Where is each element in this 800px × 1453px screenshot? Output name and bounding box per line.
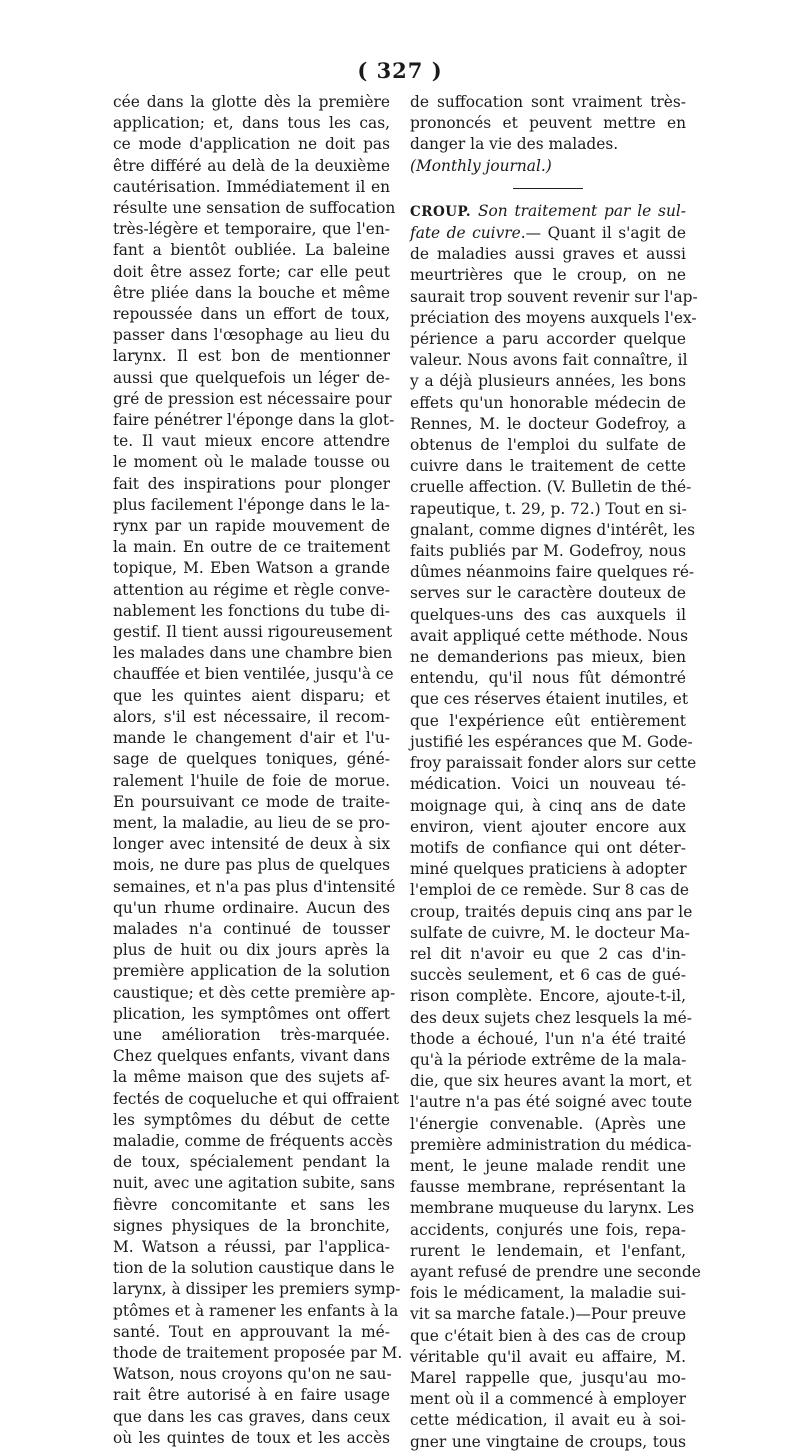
text-line: de toux, spécialement pendant la [113, 1153, 390, 1172]
previous-article-end [410, 92, 686, 156]
text-line: saurait trop souvent revenir sur l'ap- [410, 287, 698, 306]
text-line: rurent le lendemain, et l'enfant, [410, 1241, 686, 1260]
text-line: que ces réserves étaient inutiles, et [410, 690, 689, 709]
text-line: une amélioration très-marquée. [113, 1025, 390, 1044]
text-line: malades n'a continué de tousser [113, 919, 390, 938]
text-line: gnalant, comme dignes d'intérêt, les [410, 520, 696, 539]
text-line: ne demanderions pas mieux, bien [410, 648, 686, 667]
text-line: ment, le jeune malade rendit une [410, 1156, 686, 1175]
text-line: membrane muqueuse du larynx. Les [410, 1199, 695, 1218]
text-line: entendu, qu'il nous fût démontré [410, 669, 686, 688]
text-line: plication, les symptômes ont offert [113, 1004, 390, 1023]
text-line: larynx. Il est bon de mentionner [113, 347, 390, 366]
text-line: tion de la solution caustique dans le [113, 1259, 395, 1278]
text-line: gré de pression est nécessaire pour [113, 389, 392, 408]
text-line: alors, s'il est nécessaire, il recom- [113, 707, 390, 726]
text-line: rapeutique, t. 29, p. 72.) Tout en si- [410, 499, 687, 518]
text-line: médication. Voici un nouveau té- [410, 775, 686, 794]
text-line: obtenus de l'emploi du sulfate de [410, 436, 686, 455]
text-line: faits publiés par M. Godefroy, nous [410, 542, 686, 561]
text-line: Watson, nous croyons qu'on ne sau- [113, 1365, 392, 1384]
text-line: succès seulement, et 6 cas de gué- [410, 966, 686, 985]
text-line: semaines, et n'a pas plus d'intensité [113, 877, 396, 896]
text-line: cuivre dans le traitement de cette [410, 457, 686, 476]
text-line: faire pénétrer l'éponge dans la glot- [113, 411, 395, 430]
text-line: rel dit n'avoir eu que 2 cas d'in- [410, 944, 686, 963]
right-column [410, 92, 701, 1453]
section-subtitle-part2: fate de cuivre. [410, 224, 526, 243]
text-line: véritable qu'il avait eu affaire, M. [410, 1347, 686, 1366]
text-line: effets qu'un honorable médecin de [410, 393, 686, 412]
text-line: justifié les espérances que M. Gode- [410, 732, 693, 751]
text-line: ayant refusé de prendre une seconde [410, 1262, 701, 1281]
text-line: ce mode d'application ne doit pas [113, 135, 390, 154]
section-heading: CROUP. [410, 203, 472, 220]
text-line: périence a paru accorder quelque [410, 330, 686, 349]
text-line: ment où il a commencé à employer [410, 1390, 686, 1409]
text-line: plus de huit ou dix jours après la [113, 941, 390, 960]
text-line: signes physiques de la bronchite, [113, 1216, 390, 1235]
text-line: caustique; et dès cette première ap- [113, 983, 396, 1002]
text-line: environ, vient ajouter encore aux [410, 817, 686, 836]
citation-line [410, 156, 686, 177]
text-line: qu'à la période extrême de la mala- [410, 1050, 687, 1069]
text-line: maladie, comme de fréquents accès [113, 1131, 393, 1150]
text-line: que dans les cas graves, dans ceux [113, 1407, 390, 1426]
text-line: larynx, à dissiper les premiers symp- [113, 1280, 401, 1299]
text-line: très-légère et temporaire, que l'en- [113, 220, 390, 239]
text-line: froy paraissait fonder alors sur cette [410, 754, 697, 773]
text-line: rison complète. Encore, ajoute-t-il, [410, 987, 686, 1006]
text-line: doit être assez forte; car elle peut [113, 262, 390, 281]
text-line: première administration du médica- [410, 1135, 692, 1154]
text-line: cette médication, il avait eu à soi- [410, 1411, 686, 1430]
text-line: cée dans la glotte dès la première [113, 93, 390, 111]
text-line: miné quelques praticiens à adopter [410, 860, 687, 879]
text-line: fait des inspirations pour plonger [113, 474, 390, 493]
text-line: ment, la maladie, au lieu de se pro- [113, 813, 390, 832]
text-line: fausse membrane, représentant la [410, 1178, 686, 1197]
text-line: le moment où le malade tousse ou [113, 453, 390, 472]
text-line: fectés de coqueluche et qui offraient [113, 1089, 400, 1108]
text-line: les malades dans une chambre bien [113, 644, 393, 663]
text-line: croup, traités depuis cinq ans par le [410, 902, 693, 921]
text-line: aussi que quelquefois un léger de- [113, 368, 390, 387]
text-line: être pliée dans la bouche et même [113, 283, 390, 302]
text-line: santé. Tout en approuvant la mé- [113, 1322, 390, 1341]
text-line: prononcés et peuvent mettre en [410, 114, 686, 133]
text-line: topique, M. Eben Watson a grande [113, 559, 390, 578]
text-line: être différé au delà de la deuxième [113, 156, 390, 175]
text-line: nuit, avec une agitation subite, sans [113, 1174, 396, 1193]
text-line: danger la vie des malades. [410, 135, 619, 154]
text-line: gestif. Il tient aussi rigoureusement [113, 623, 393, 642]
text-line: la main. En outre de ce traitement [113, 538, 390, 557]
text-line: nablement les fonctions du tube di- [113, 601, 390, 620]
text-line: fois le médicament, la maladie sui- [410, 1284, 686, 1303]
text-line: moignage qui, à cinq ans de date [410, 796, 686, 815]
section-divider [513, 188, 583, 189]
text-line: Chez quelques enfants, vivant dans [113, 1047, 390, 1066]
text-line: l'énergie convenable. (Après une [410, 1114, 686, 1133]
page-number: ( 327 ) [357, 58, 443, 83]
text-line: que c'était bien à des cas de croup [410, 1326, 686, 1345]
text-line: quelques-uns des cas auxquels il [410, 605, 686, 624]
text-line: sage de quelques toniques, géné- [113, 750, 390, 769]
citation: (Monthly journal.) [410, 156, 552, 175]
text-line: cautérisation. Immédiatement il en [113, 177, 390, 196]
text-line: que les quintes aient disparu; et [113, 686, 390, 705]
text-line: avait appliqué cette méthode. Nous [410, 626, 688, 645]
text-line: ralement l'huile de foie de morue. [113, 771, 390, 790]
section-subtitle-part1: Son traitement par le sul- [477, 201, 686, 220]
section-body [410, 244, 701, 1453]
section-heading-line [410, 201, 686, 223]
text-line: ptômes et à ramener les enfants à la [113, 1301, 399, 1320]
text-line: préciation des moyens auxquels l'ex- [410, 308, 697, 327]
text-line: repoussée dans un effort de toux, [113, 305, 390, 324]
text-line: dûmes néanmoins faire quelques ré- [410, 563, 695, 582]
text-line: Marel rappelle que, jusqu'au mo- [410, 1368, 686, 1387]
text-line: En poursuivant ce mode de traite- [113, 792, 390, 811]
text-line: sulfate de cuivre, M. le docteur Ma- [410, 923, 690, 942]
text-line: chauffée et bien ventilée, jusqu'à ce [113, 665, 394, 684]
text-line: de maladies aussi graves et aussi [410, 245, 686, 264]
text-line: thode de traitement proposée par M. [113, 1343, 403, 1362]
text-line: M. Watson a réussi, par l'applica- [113, 1237, 390, 1256]
text-line: attention au régime et règle conve- [113, 580, 390, 599]
text-line: la même maison que des sujets af- [113, 1068, 390, 1087]
text-line: première application de la solution [113, 962, 390, 981]
text-line: mois, ne dure pas plus de quelques [113, 856, 390, 875]
text-line: die, que six heures avant la mort, et [410, 1072, 692, 1091]
text-line: fièvre concomitante et sans les [113, 1195, 390, 1214]
text-line: valeur. Nous avons fait connaître, il [410, 351, 688, 370]
text-line: serves sur le caractère douteux de [410, 584, 686, 603]
text-line: mande le changement d'air et l'u- [113, 729, 390, 748]
text-line: où les quintes de toux et les accès [113, 1428, 390, 1447]
text-line: te. Il vaut mieux encore attendre [113, 432, 390, 451]
text-line: application; et, dans tous les cas, [113, 114, 390, 133]
text-line: longer avec intensité de deux à six [113, 835, 390, 854]
text-line: vit sa marche fatale.)—Pour preuve [410, 1305, 687, 1324]
text-line: rait être autorisé à en faire usage [113, 1386, 390, 1405]
text-line: de suffocation sont vraiment très- [410, 93, 686, 111]
section-subtitle-line [410, 223, 686, 244]
text-line: Rennes, M. le docteur Godefroy, a [410, 414, 686, 433]
text-line: cruelle affection. (V. Bulletin de thé- [410, 478, 692, 497]
text-line: l'autre n'a pas été soigné avec toute [410, 1093, 693, 1112]
text-line: les symptômes du début de cette [113, 1110, 390, 1129]
text-line: que l'expérience eût entièrement [410, 711, 686, 730]
text-line: plus facilement l'éponge dans le la- [113, 495, 390, 514]
text-line: résulte une sensation de suffocation [113, 199, 396, 218]
text-line: motifs de confiance qui ont déter- [410, 838, 686, 857]
text-line: y a déjà plusieurs années, les bons [410, 372, 686, 391]
text-line: thode a échoué, l'un n'a été traité [410, 1029, 686, 1048]
text-line: l'emploi de ce remède. Sur 8 cas de [410, 881, 690, 900]
text-line: gner une vingtaine de croups, tous [410, 1432, 686, 1451]
text-line: accidents, conjurés une fois, repa- [410, 1220, 686, 1239]
text-line: fant a bientôt oubliée. La baleine [113, 241, 390, 260]
text-line: meurtrières que le croup, on ne [410, 266, 686, 285]
text-line: qu'un rhume ordinaire. Aucun des [113, 898, 390, 917]
text-line: passer dans l'œsophage au lieu du [113, 326, 390, 345]
section-first-line: — Quant il s'agit de [525, 224, 686, 243]
left-column [113, 92, 403, 1449]
text-line: rynx par un rapide mouvement de [113, 517, 390, 536]
text-line: des deux sujets chez lesquels la mé- [410, 1008, 692, 1027]
